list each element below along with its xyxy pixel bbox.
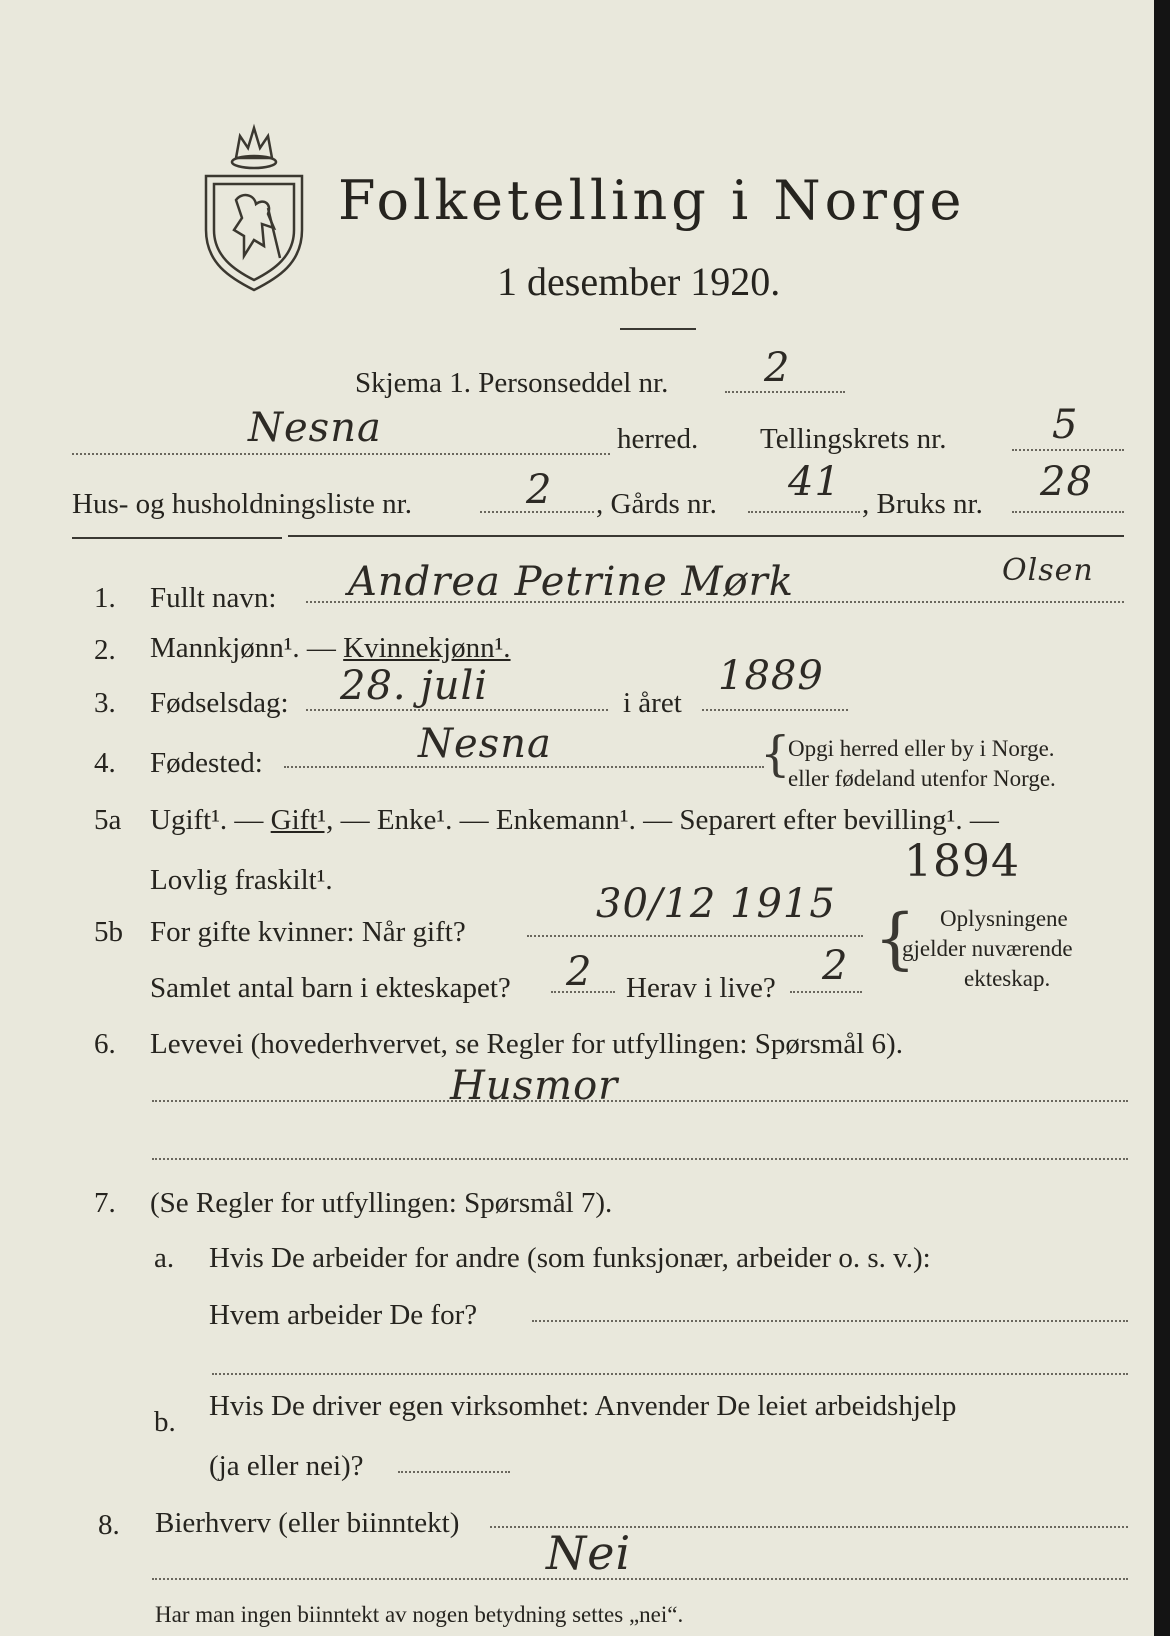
q2-kvinne: Kvinnekjønn¹. — [343, 632, 511, 664]
q8-label: Bierhverv (eller biinntekt) — [155, 1507, 460, 1539]
bruks-value: 28 — [1040, 459, 1093, 505]
q8-value: Nei — [546, 1526, 632, 1580]
q5b-gift-value: 30/12 1915 — [596, 881, 836, 927]
q5a-ugift: Ugift¹. — [150, 804, 228, 836]
q2-number: 2. — [94, 634, 116, 666]
q5a-dash: — — [227, 804, 271, 836]
q5b-gift-line — [527, 935, 863, 937]
herred-label: herred. — [617, 423, 699, 455]
husliste-label: Hus- og husholdningsliste nr. — [72, 488, 412, 520]
bruks-line — [1012, 511, 1124, 513]
tellingskrets-label: Tellingskrets nr. — [760, 423, 947, 455]
q7a-label: Hvis De arbeider for andre (som funksjonær, arbeider o. s. v.): — [209, 1242, 931, 1274]
q5b-live-label: Herav i live? — [626, 972, 776, 1004]
q5b-note-1: Oplysningene — [940, 906, 1068, 931]
q2-mann: Mannkjønn¹. — [150, 632, 300, 664]
q8-line-2 — [152, 1578, 1128, 1580]
coat-of-arms-icon — [198, 118, 310, 293]
q4-note-2: eller fødeland utenfor Norge. — [788, 766, 1056, 791]
footer-note: Har man ingen biinntekt av nogen betydning settes „nei“. — [155, 1602, 684, 1627]
title-divider — [620, 328, 696, 330]
q3-day-value: 28. juli — [340, 663, 489, 709]
gards-line — [748, 511, 860, 513]
q5a-options — [150, 806, 999, 835]
q5b-live-value: 2 — [822, 943, 849, 989]
q6-line-2 — [152, 1158, 1128, 1160]
q6-number: 6. — [94, 1028, 116, 1060]
q3-label: Fødselsdag: — [150, 687, 289, 719]
q5a-margin-note: 1894 — [904, 836, 1020, 887]
section-divider-right — [288, 535, 1124, 537]
section-divider-left — [72, 537, 282, 539]
q5b-note-3: ekteskap. — [964, 966, 1051, 991]
schema-number-line — [725, 391, 845, 393]
q7b-question: (ja eller nei)? — [209, 1450, 364, 1482]
q5a-line2: Lovlig fraskilt¹. — [150, 864, 333, 896]
q3-year-line — [702, 709, 848, 711]
q5a-rest: — Enke¹. — Enkemann¹. — Separert efter bevilling¹. — — [333, 804, 999, 836]
husliste-value: 2 — [526, 467, 553, 513]
q5b-barn-label: Samlet antal barn i ekteskapet? — [150, 972, 511, 1004]
q1-value-extra: Olsen — [1002, 553, 1094, 588]
q6-line-1 — [152, 1100, 1128, 1102]
q5b-label: For gifte kvinner: Når gift? — [150, 916, 466, 948]
q7a-line-2 — [212, 1373, 1128, 1375]
q5a-number: 5a — [94, 804, 122, 836]
q5b-brace: { — [874, 900, 916, 977]
q7a-question: Hvem arbeider De for? — [209, 1299, 478, 1331]
q5a-gift: Gift¹, — [270, 804, 334, 836]
q4-number: 4. — [94, 747, 116, 779]
q1-value: Andrea Petrine Mørk — [348, 559, 794, 605]
q4-label: Fødested: — [150, 747, 263, 779]
q6-label: Levevei (hovederhvervet, se Regler for utfyllingen: Spørsmål 6). — [150, 1028, 903, 1060]
q2-sep: — — [299, 632, 344, 664]
q3-year-value: 1889 — [718, 653, 824, 699]
gards-value: 41 — [788, 459, 841, 505]
herred-line — [72, 453, 610, 455]
q5b-number: 5b — [94, 916, 123, 948]
q5b-note-2: gjelder nuværende — [902, 936, 1073, 961]
q3-day-line — [306, 709, 608, 711]
census-date: 1 desember 1920. — [497, 259, 781, 304]
tellingskrets-line — [1012, 449, 1124, 451]
q4-note-1: Opgi herred eller by i Norge. — [788, 736, 1055, 761]
q3-year-label: i året — [623, 687, 682, 719]
herred-value: Nesna — [248, 405, 382, 451]
q5b-live-line — [790, 991, 862, 993]
q7b-line — [398, 1471, 510, 1473]
q8-number: 8. — [98, 1509, 120, 1541]
q7a-line-1 — [532, 1320, 1128, 1322]
q2-options — [150, 634, 511, 663]
form-title: Folketelling i Norge — [338, 169, 966, 232]
tellingskrets-value: 5 — [1052, 402, 1079, 448]
q3-number: 3. — [94, 687, 116, 719]
schema-number-value: 2 — [764, 345, 791, 391]
scan-edge — [1154, 0, 1170, 1636]
q1-number: 1. — [94, 582, 116, 614]
q7b-number: b. — [154, 1406, 176, 1438]
q4-brace: { — [760, 726, 791, 782]
q7-label: (Se Regler for utfyllingen: Spørsmål 7). — [150, 1187, 613, 1219]
gards-label: , Gårds nr. — [596, 488, 717, 520]
q4-value: Nesna — [418, 721, 552, 767]
q1-label: Fullt navn: — [150, 582, 277, 614]
q6-value: Husmor — [450, 1063, 619, 1109]
schema-label: Skjema 1. Personseddel nr. — [355, 367, 669, 399]
q7-number: 7. — [94, 1187, 116, 1219]
q7a-number: a. — [154, 1242, 175, 1274]
bruks-label: , Bruks nr. — [862, 488, 983, 520]
q7b-label: Hvis De driver egen virksomhet: Anvender De leiet arbeidshjelp — [209, 1390, 957, 1422]
q5b-barn-value: 2 — [566, 949, 593, 995]
